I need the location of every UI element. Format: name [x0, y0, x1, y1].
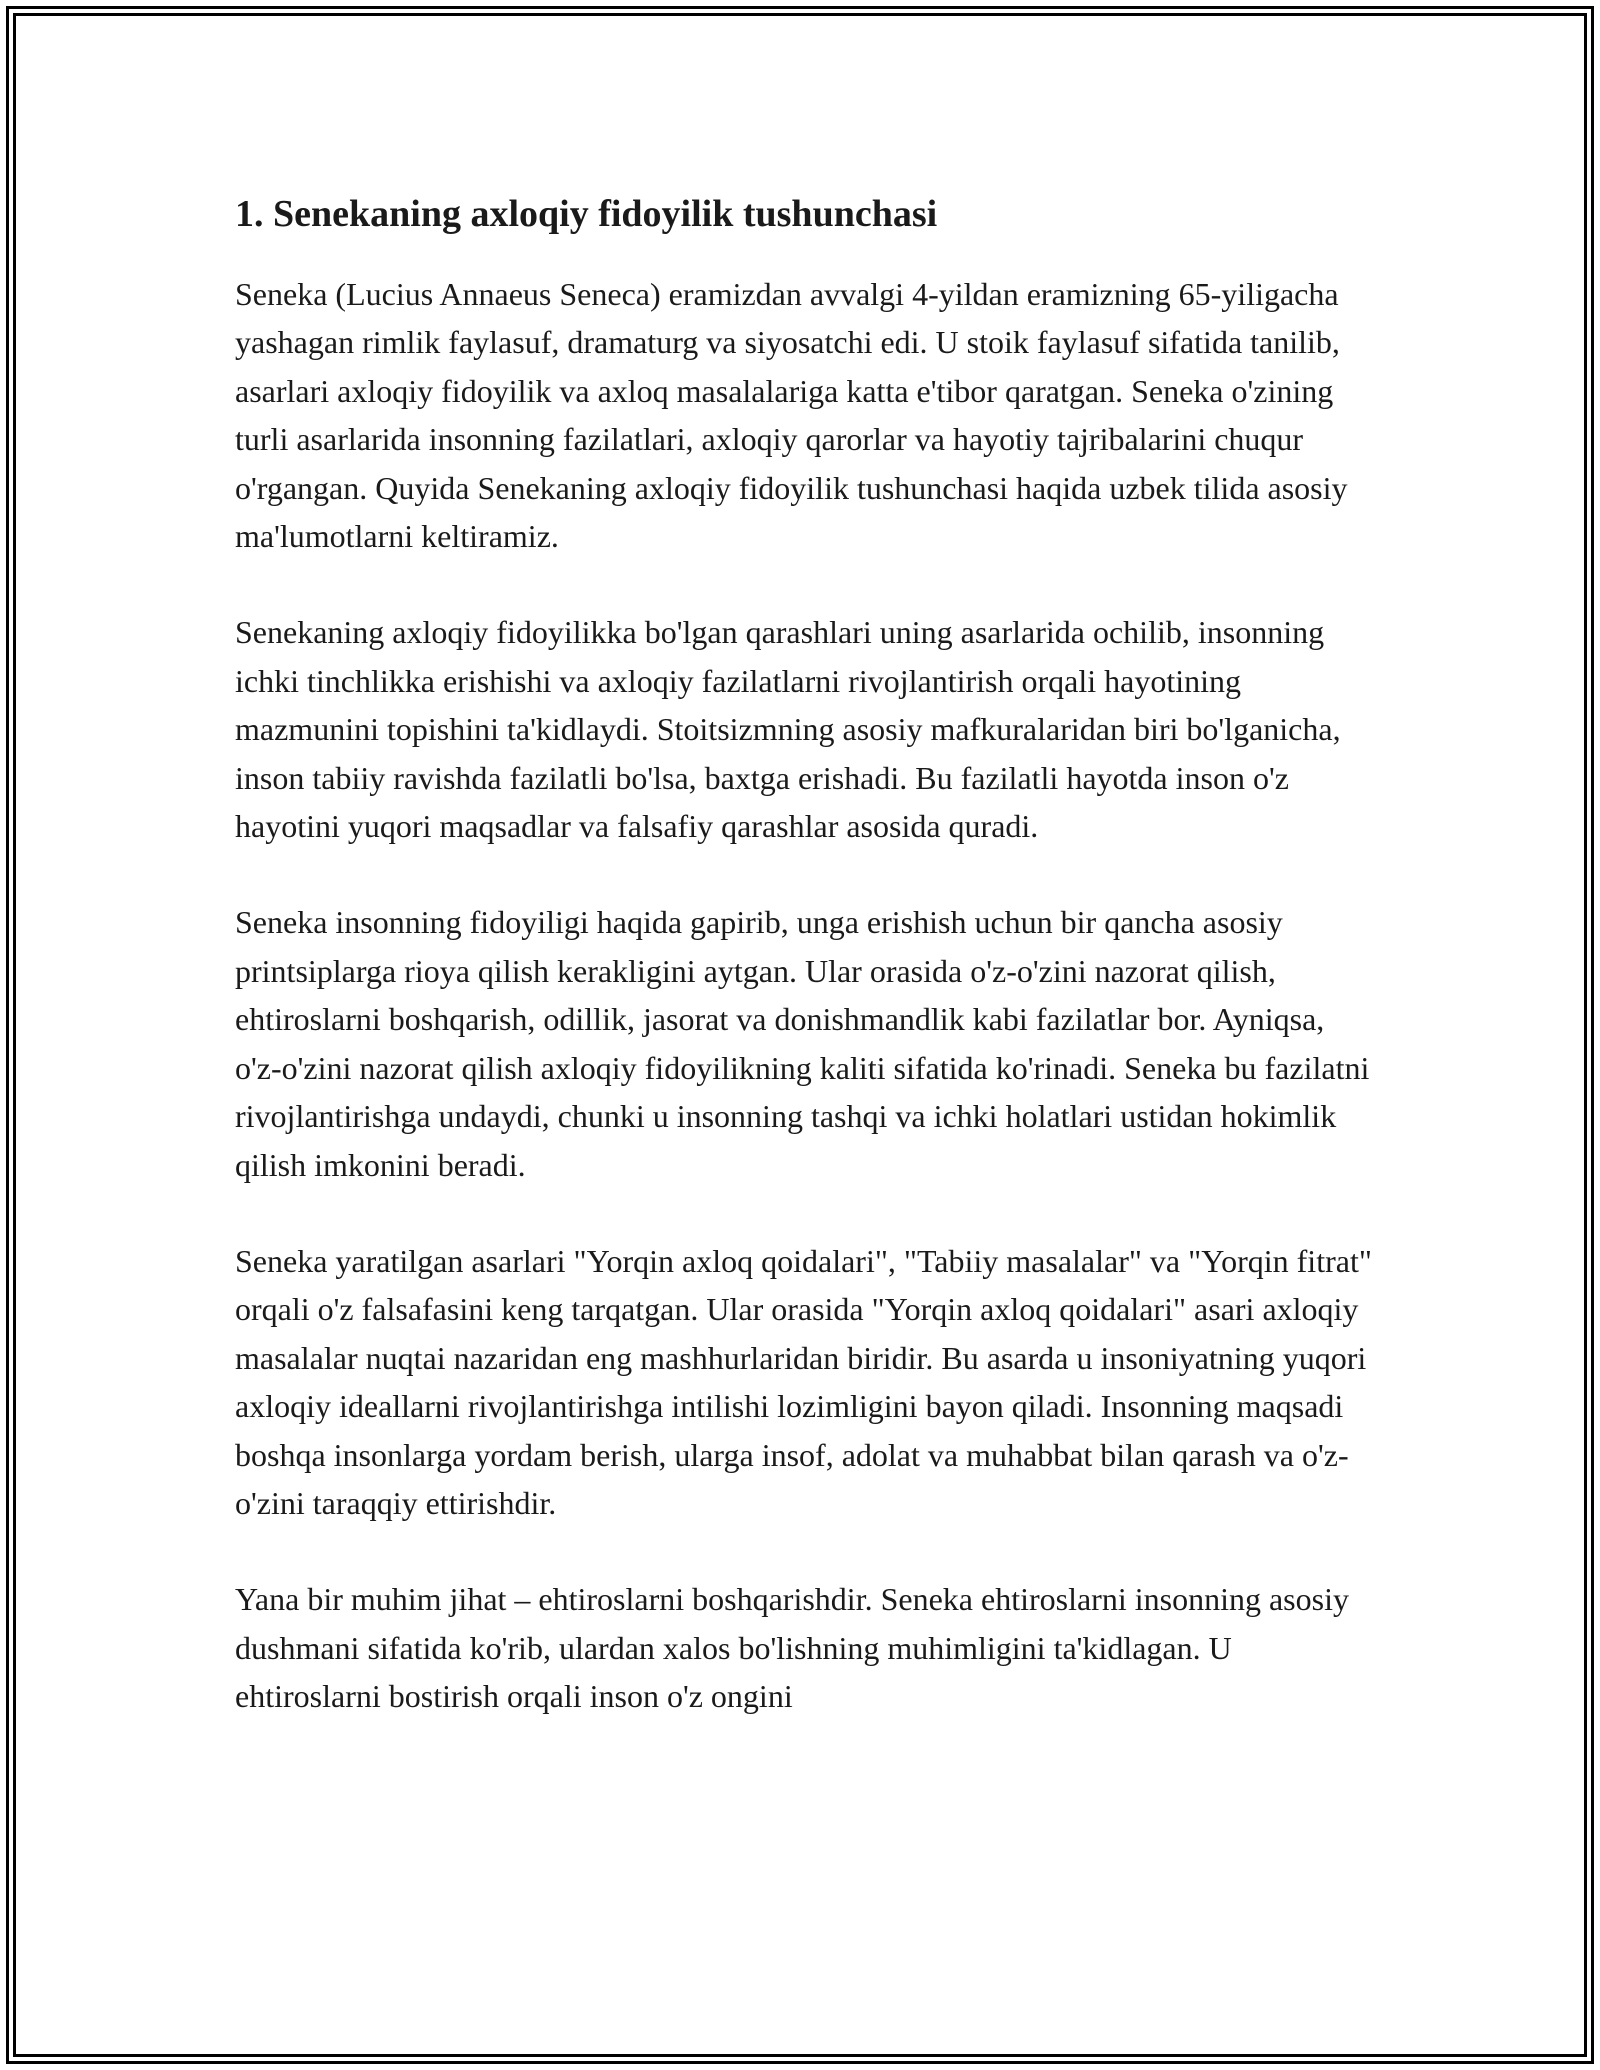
paragraph-4: Seneka yaratilgan asarlari "Yorqin axloq qoidalari", "Tabiiy masalalar" va "Yorqin fitrat" orqali o'z falsafasini keng tarqatgan. Ular orasida "Yorqin axloq qoidalari" asari axloqiy masalalar nuqtai nazaridan eng mashhurlaridan biridir. Bu asarda u insoniyatning yuqori axloqiy ideallarni rivojlantirishga intilishi lozimligini bayon qiladi. Insonning maqsadi boshqa insonlarga yordam berish, ularga insof, adolat va muhabbat bilan qarash va o'z-o'zini taraqqiy ettirishdir. [235, 1242, 1372, 1521]
section-heading: 1. Senekaning axloqiy fidoyilik tushunchasi [235, 193, 938, 235]
paragraph-2: Senekaning axloqiy fidoyilikka bo'lgan qarashlari uning asarlarida ochilib, insonning ichki tinchlikka erishishi va axloqiy fazilatlarni rivojlantirish orqali hayotining mazmunini topishini ta'kidlaydi. Stoitsizmning asosiy mafkuralaridan biri bo'lganicha, inson tabiiy ravishda fazilatli bo'lsa, baxtga erishadi. Bu fazilatli hayotda inson o'z hayotini yuqori maqsadlar va falsafiy qarashlar asosida quradi. [235, 614, 1341, 845]
paragraph-5: Yana bir muhim jihat – ehtiroslarni boshqarishdir. Seneka ehtiroslarni insonning asosiy dushmani sifatida ko'rib, ulardan xalos bo'lishning muhimligini ta'kidlagan. U ehtiroslarni bostirish orqali inson o'z ongini [235, 1581, 1349, 1715]
paragraph-1: Seneka (Lucius Annaeus Seneca) eramizdan avvalgi 4-yildan eramizning 65-yiligacha yashagan rimlik faylasuf, dramaturg va siyosatchi edi. U stoik faylasuf sifatida tanilib, asarlari axloqiy fidoyilik va axloq masalalariga katta e'tibor qaratgan. Seneka o'zining turli asarlarida insonning fazilatlari, axloqiy qarorlar va hayotiy tajribalarini chuqur o'rgangan. Quyida Senekaning axloqiy fidoyilik tushunchasi haqida uzbek tilida asosiy ma'lumotlarni keltiramiz. [235, 276, 1348, 555]
document-body [235, 188, 1375, 1769]
paragraph-3: Seneka insonning fidoyiligi haqida gapirib, unga erishish uchun bir qancha asosiy printsiplarga rioya qilish kerakligini aytgan. Ular orasida o'z-o'zini nazorat qilish, ehtiroslarni boshqarish, odillik, jasorat va donishmandlik kabi fazilatlar bor. Ayniqsa, o'z-o'zini nazorat qilish axloqiy fidoyilikning kaliti sifatida ko'rinadi. Seneka bu fazilatni rivojlantirishga undaydi, chunki u insonning tashqi va ichki holatlari ustidan hokimlik qilish imkonini beradi. [235, 904, 1370, 1183]
